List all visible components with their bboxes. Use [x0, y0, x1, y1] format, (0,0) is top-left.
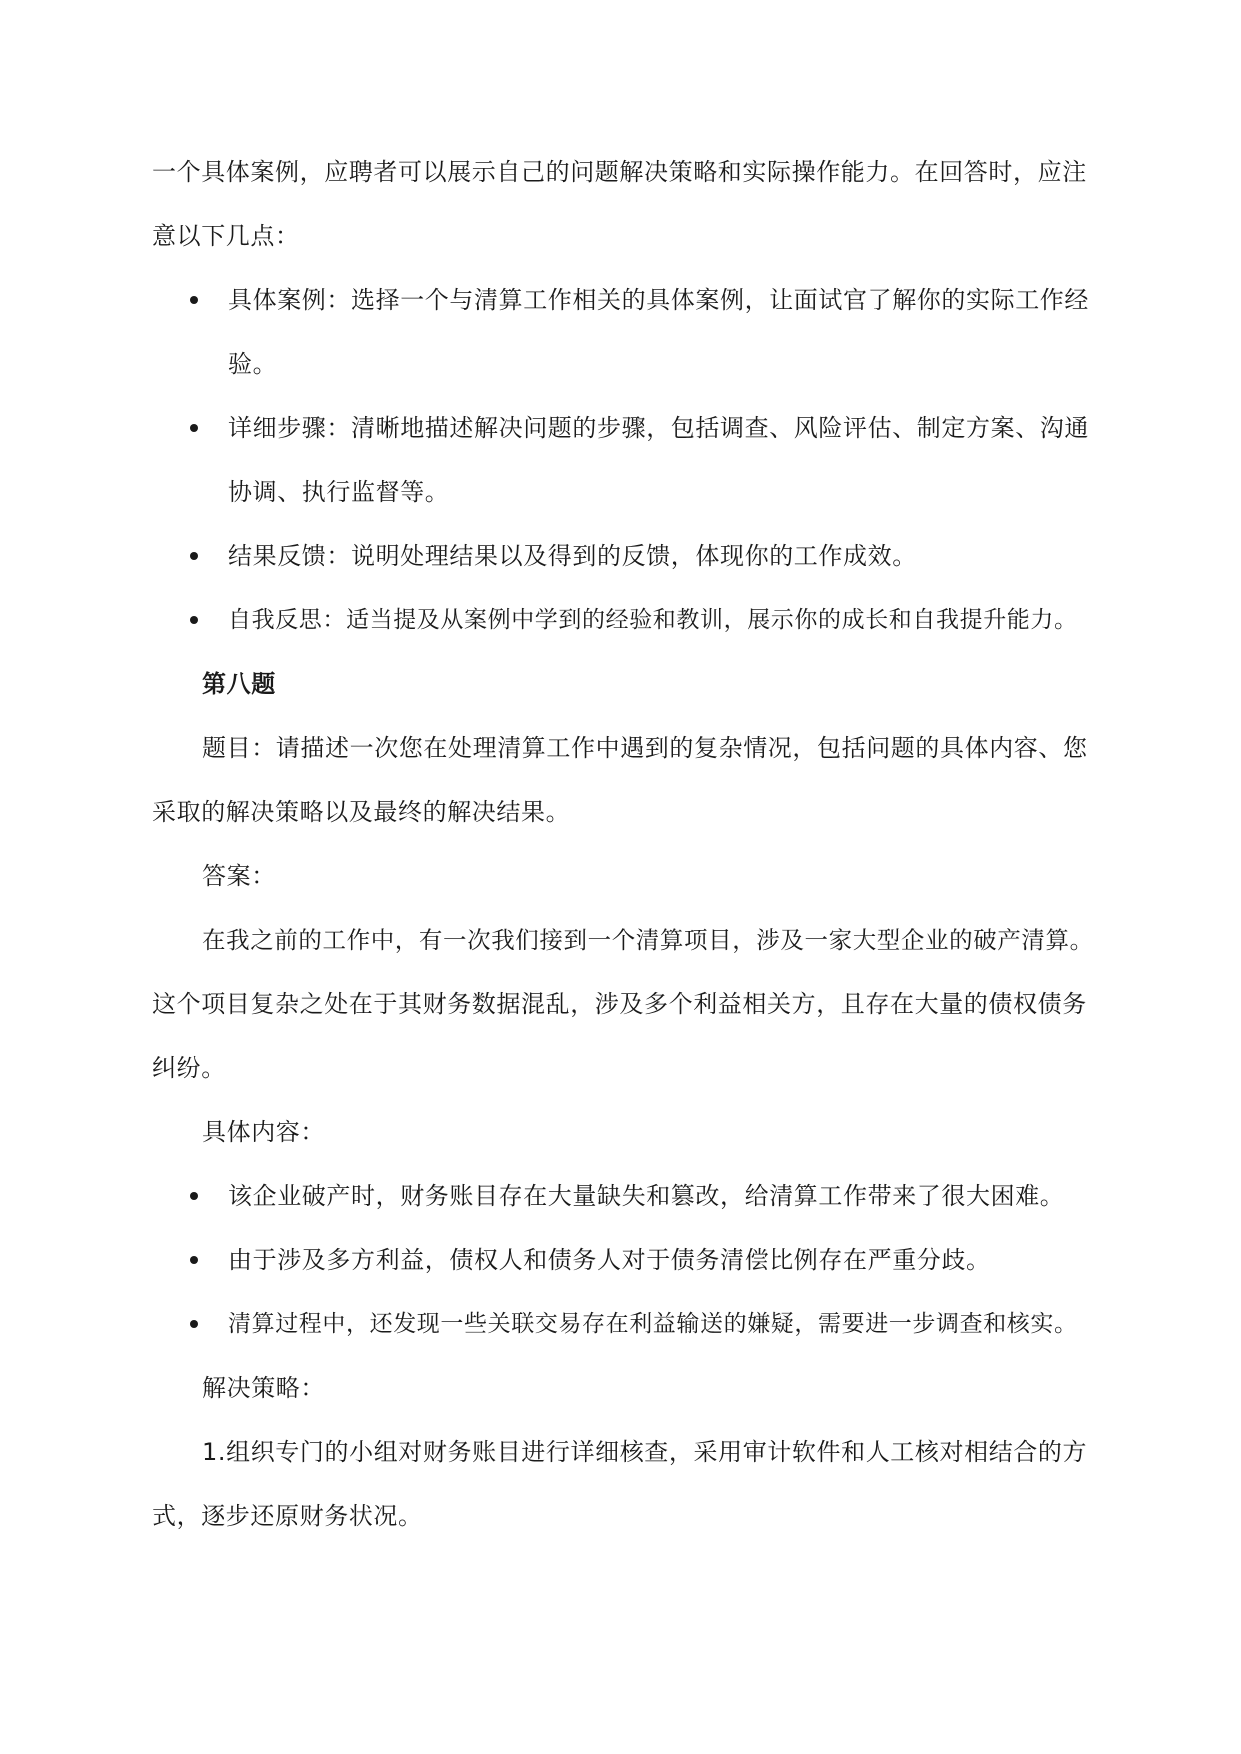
- tip-item: [152, 396, 1094, 460]
- answer-line-2: 这个项目复杂之处在于其财务数据混乱，涉及多个利益相关方，且存在大量的债权债务: [152, 990, 1087, 1018]
- bullet-icon: [190, 1320, 198, 1328]
- tip-text: 具体案例：选择一个与清算工作相关的具体案例，让面试官了解你的实际工作经: [228, 286, 1089, 314]
- strategy-line-1: 1.组织专门的小组对财务账目进行详细核查，采用审计软件和人工核对相结合的方: [202, 1438, 1088, 1466]
- bullet-icon: [190, 616, 198, 624]
- intro-line-2: 意以下几点：: [152, 222, 300, 250]
- answer-line-1: 在我之前的工作中，有一次我们接到一个清算项目，涉及一家大型企业的破产清算。: [202, 926, 1094, 954]
- content-item: [152, 1292, 1094, 1356]
- content-label: 具体内容：: [202, 1118, 325, 1146]
- content-text: 该企业破产时，财务账目存在大量缺失和篡改，给清算工作带来了很大困难。: [228, 1182, 1065, 1210]
- question-line-2: 采取的解决策略以及最终的解决结果。: [152, 798, 571, 826]
- bullet-icon: [190, 1192, 198, 1200]
- content-item: [152, 1164, 1094, 1228]
- tip-item: [152, 524, 1094, 588]
- tip-text: 详细步骤：清晰地描述解决问题的步骤，包括调查、风险评估、制定方案、沟通: [228, 414, 1089, 442]
- tip-item: [152, 268, 1094, 332]
- tip-continuation: 协调、执行监督等。: [228, 478, 450, 506]
- bullet-icon: [190, 296, 198, 304]
- tip-text: 自我反思：适当提及从案例中学到的经验和教训，展示你的成长和自我提升能力。: [228, 607, 1078, 633]
- strategy-label: 解决策略：: [202, 1374, 325, 1402]
- tip-item: [152, 588, 1094, 652]
- content-text: 由于涉及多方利益，债权人和债务人对于债务清偿比例存在严重分歧。: [228, 1246, 991, 1274]
- answer-label: 答案：: [202, 862, 276, 890]
- content-text: 清算过程中，还发现一些关联交易存在利益输送的嫌疑，需要进一步调查和核实。: [228, 1311, 1078, 1337]
- document-page: [152, 140, 1094, 1548]
- tip-text: 结果反馈：说明处理结果以及得到的反馈，体现你的工作成效。: [228, 542, 917, 570]
- strategy-line-2: 式，逐步还原财务状况。: [152, 1502, 423, 1530]
- question-line-1: 题目：请描述一次您在处理清算工作中遇到的复杂情况，包括问题的具体内容、您: [202, 734, 1088, 762]
- answer-line-3: 纠纷。: [152, 1054, 226, 1082]
- bullet-icon: [190, 424, 198, 432]
- tip-continuation: 验。: [228, 350, 278, 378]
- intro-line-1: 一个具体案例，应聘者可以展示自己的问题解决策略和实际操作能力。在回答时，应注: [152, 158, 1087, 186]
- bullet-icon: [190, 1256, 198, 1264]
- bullet-icon: [190, 552, 198, 560]
- section-heading: 第八题: [202, 670, 276, 698]
- content-item: [152, 1228, 1094, 1292]
